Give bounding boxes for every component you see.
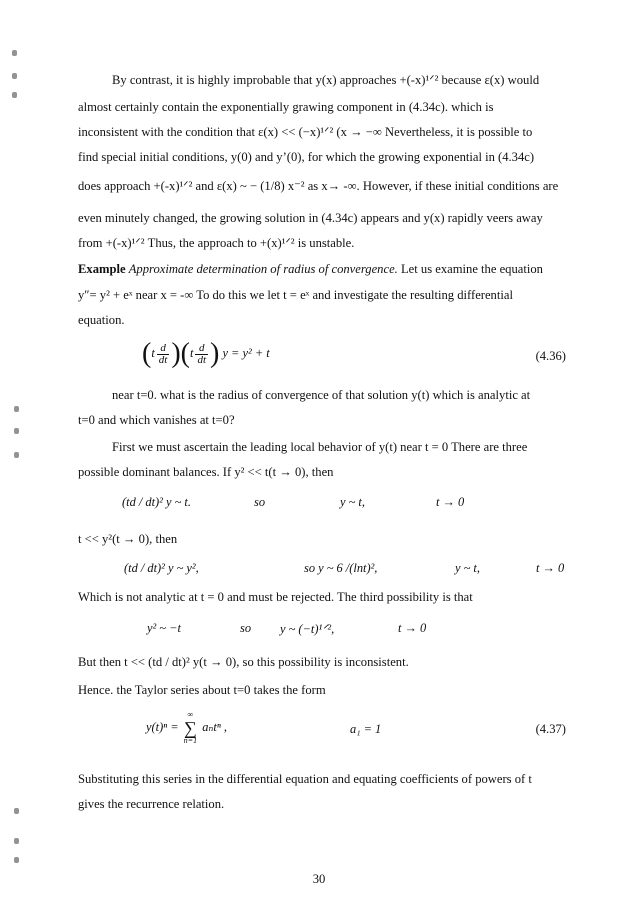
text-line: t=0 and which vanishes at t=0? <box>78 413 235 427</box>
equation-lhs: y(t)ⁿ = <box>146 719 179 734</box>
case-2-so: so y ~ 6 /(lnt)², <box>304 561 378 575</box>
example-label: Example <box>78 262 126 276</box>
summation-sign: ∞ ∑ n=1 <box>183 710 198 745</box>
text-line: almost certainly contain the exponentially grawing component in (4.34c). which is <box>78 100 494 114</box>
page-number: 30 <box>312 872 326 886</box>
text-line: y″= y² + eˣ near x = -∞ To do this we let t = eˣ and investigate the resulting differential <box>78 288 513 302</box>
equation-number: (4.36) <box>535 349 566 363</box>
example-title: Approximate determination of radius of convergence. <box>128 262 398 276</box>
text-line: does approach +(-x)¹ᐟ² and ε(x) ~ − (1/8) x⁻² as x→ -∞. However, if these initial conditions are <box>78 179 559 193</box>
example-heading <box>78 261 543 277</box>
case-3-limit: t → 0 <box>398 621 427 635</box>
equation-term: aₙtⁿ , <box>202 719 227 734</box>
scan-mark <box>12 73 17 79</box>
equation-4-36: (t $\frac{d}{dt}$ )(t $\frac{d}{dt}$ ) y = y² + t <box>142 338 270 369</box>
equation-number: (4.37) <box>535 722 566 736</box>
case-3-lhs: y² ~ −t <box>147 621 181 635</box>
scan-mark <box>14 808 19 814</box>
text-line: from +(-x)¹ᐟ² Thus, the approach to +(x)¹ᐟ² is unstable. <box>78 236 355 250</box>
scan-mark <box>12 92 17 98</box>
text-line: Hence. the Taylor series about t=0 takes the form <box>78 683 326 697</box>
text-line: even minutely changed, the growing solution in (4.34c) appears and y(x) rapidly veers away <box>78 211 543 225</box>
text-line: Which is not analytic at t = 0 and must be rejected. The third possibility is that <box>78 590 473 604</box>
text-line: By contrast, it is highly improbable that y(x) approaches +(-x)¹ᐟ² because ε(x) would <box>112 73 540 87</box>
scan-mark <box>14 838 19 844</box>
text-line: find special initial conditions, y(0) and y’(0), for which the growing exponential in (4.34c) <box>78 150 535 164</box>
case-2-result: y ~ t, <box>455 561 480 575</box>
case-1-so: so <box>254 495 266 509</box>
text-line: possible dominant balances. If y² << t(t → 0), then <box>78 465 334 479</box>
case-2-lhs: (td / dt)² y ~ y², <box>124 561 199 575</box>
text-line: gives the recurrence relation. <box>78 797 225 811</box>
text-line: equation. <box>78 313 125 327</box>
case-1-result: y ~ t, <box>340 495 365 509</box>
text-line: t << y²(t → 0), then <box>78 532 178 546</box>
text-line: But then t << (td / dt)² y(t → 0), so this possibility is inconsistent. <box>78 655 409 669</box>
equation-condition: a₁ = 1 <box>350 722 382 736</box>
case-1-limit: t → 0 <box>436 495 465 509</box>
text-line: Substituting this series in the differential equation and equating coefficients of powers of t <box>78 772 532 786</box>
text-line: near t=0. what is the radius of convergence of that solution y(t) which is analytic at <box>112 388 531 402</box>
scan-mark <box>14 452 19 458</box>
example-intro: Let us examine the equation <box>400 262 543 276</box>
text-line: inconsistent with the condition that ε(x) << (−x)¹ᐟ² (x → −∞ Nevertheless, it is possible to <box>78 125 533 139</box>
scan-mark <box>14 857 19 863</box>
text-line: First we must ascertain the leading local behavior of y(t) near t = 0 There are three <box>112 440 528 454</box>
scan-mark <box>14 406 19 412</box>
scan-mark <box>12 50 17 56</box>
scan-mark <box>14 428 19 434</box>
case-3-so: so <box>240 621 252 635</box>
case-1-lhs: (td / dt)² y ~ t. <box>122 495 191 509</box>
case-3-result: y ~ (−t)¹ᐟ², <box>280 622 335 636</box>
equation-4-37 <box>146 711 227 745</box>
equation-rhs: y = y² + t <box>222 345 270 360</box>
case-2-limit: t → 0 <box>536 561 565 575</box>
